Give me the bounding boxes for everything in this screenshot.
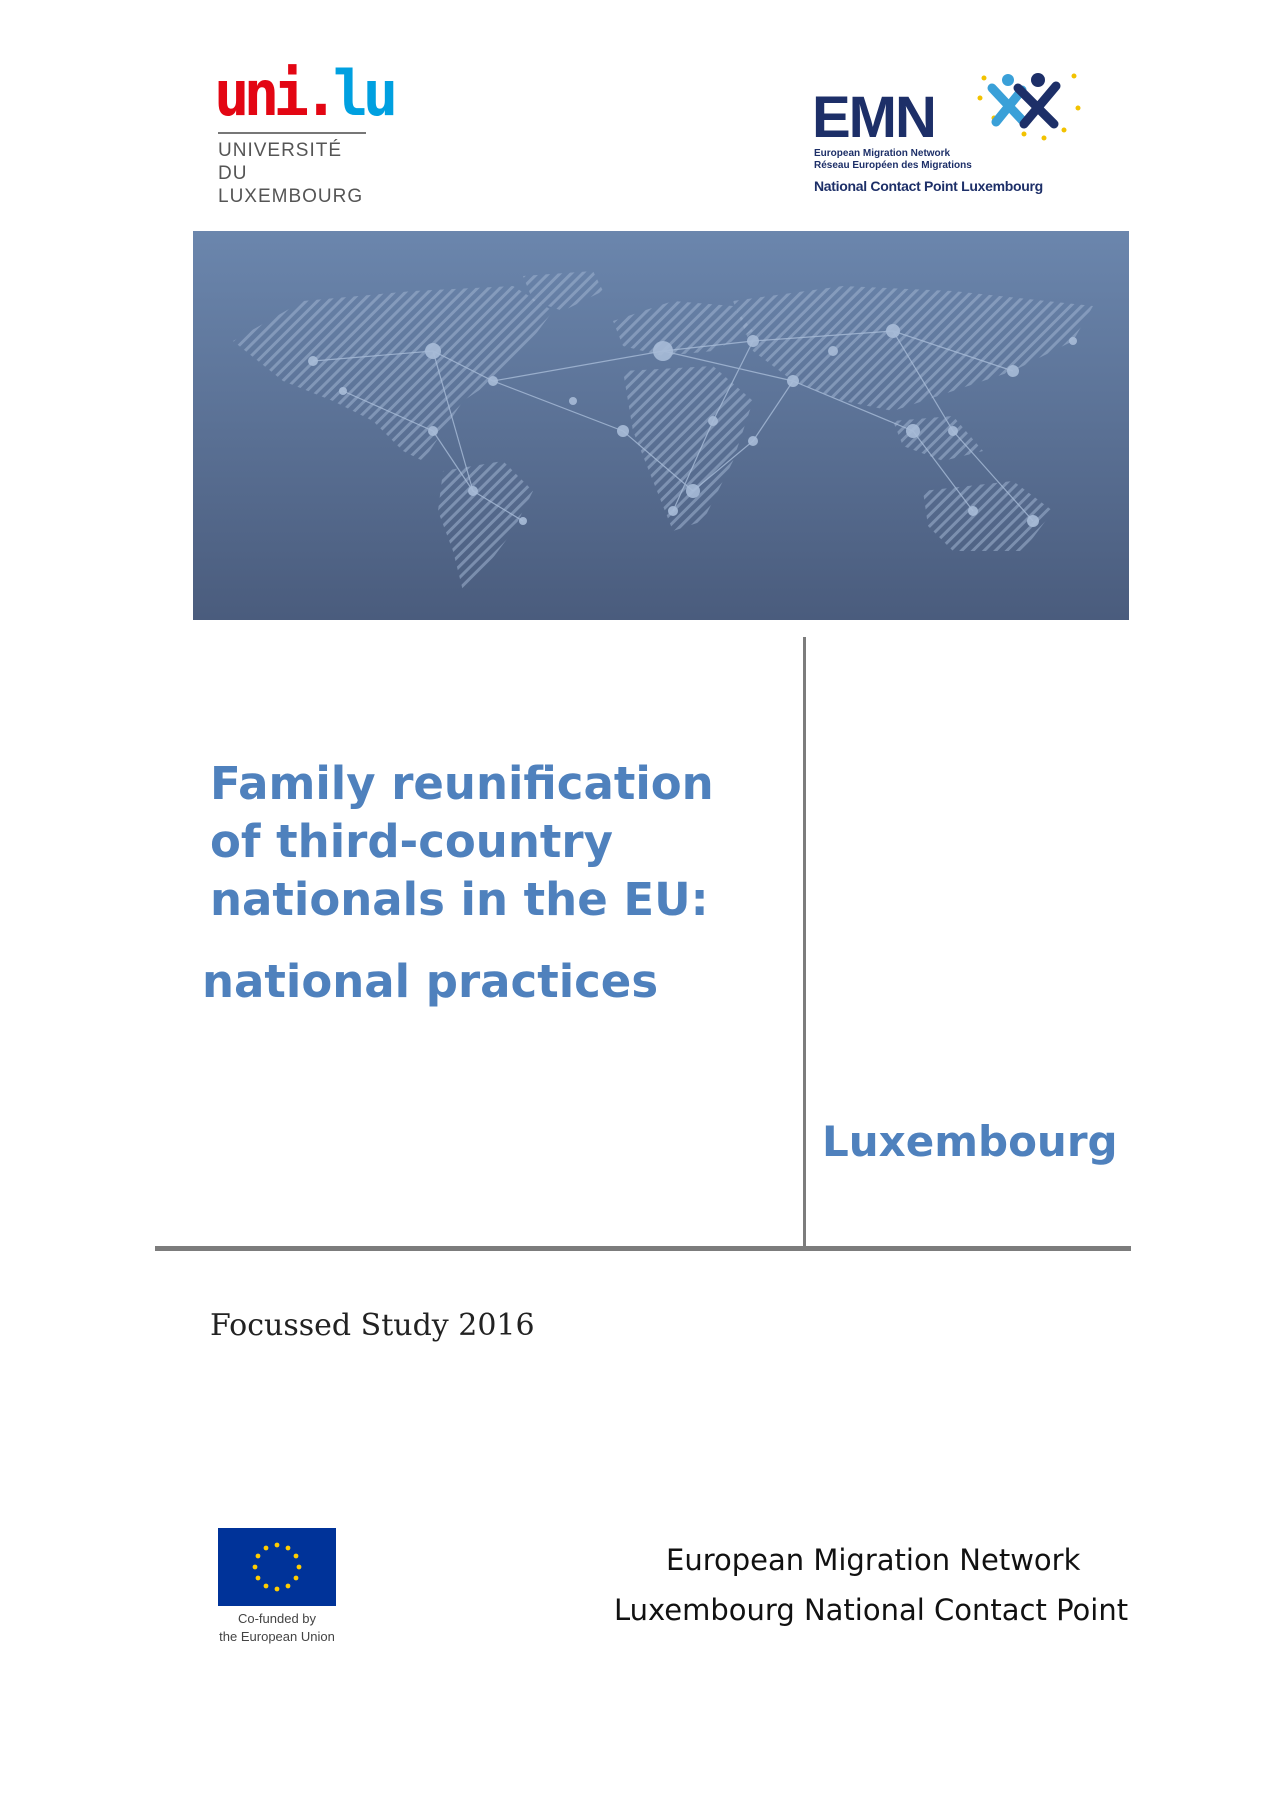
vertical-divider bbox=[803, 637, 806, 1249]
title-line-1: Family reunification bbox=[210, 757, 714, 810]
eu-flag-icon bbox=[218, 1528, 336, 1606]
unilu-divider bbox=[218, 132, 366, 134]
title-line-2: of third-country bbox=[210, 815, 613, 868]
world-network-banner bbox=[193, 231, 1129, 620]
title-line-3: nationals in the EU: bbox=[210, 873, 709, 926]
unilu-logo bbox=[214, 57, 393, 207]
country-label: Luxembourg bbox=[822, 1117, 1118, 1166]
horizontal-divider bbox=[155, 1246, 1131, 1251]
emn-logo bbox=[812, 68, 1092, 208]
subtitle: national practices bbox=[202, 955, 659, 1008]
emn-figures-icon bbox=[974, 68, 1084, 148]
emn-name-en: European Migration Network bbox=[814, 148, 951, 159]
study-label: Focussed Study 2016 bbox=[210, 1308, 535, 1343]
publisher-line-2: Luxembourg National Contact Point bbox=[614, 1593, 1129, 1627]
emn-name-fr: Réseau Européen des Migrations bbox=[814, 160, 972, 171]
unilu-name: UNIVERSITÉ DU LUXEMBOURG bbox=[218, 140, 364, 207]
eu-cofunded-caption: Co-funded by the European Union bbox=[219, 1611, 335, 1644]
publisher-line-1: European Migration Network bbox=[666, 1543, 1081, 1577]
emn-ncp: National Contact Point Luxembourg bbox=[814, 178, 1043, 194]
emn-wordmark: EMN bbox=[812, 85, 935, 150]
unilu-wordmark: uni.lu bbox=[214, 57, 393, 130]
